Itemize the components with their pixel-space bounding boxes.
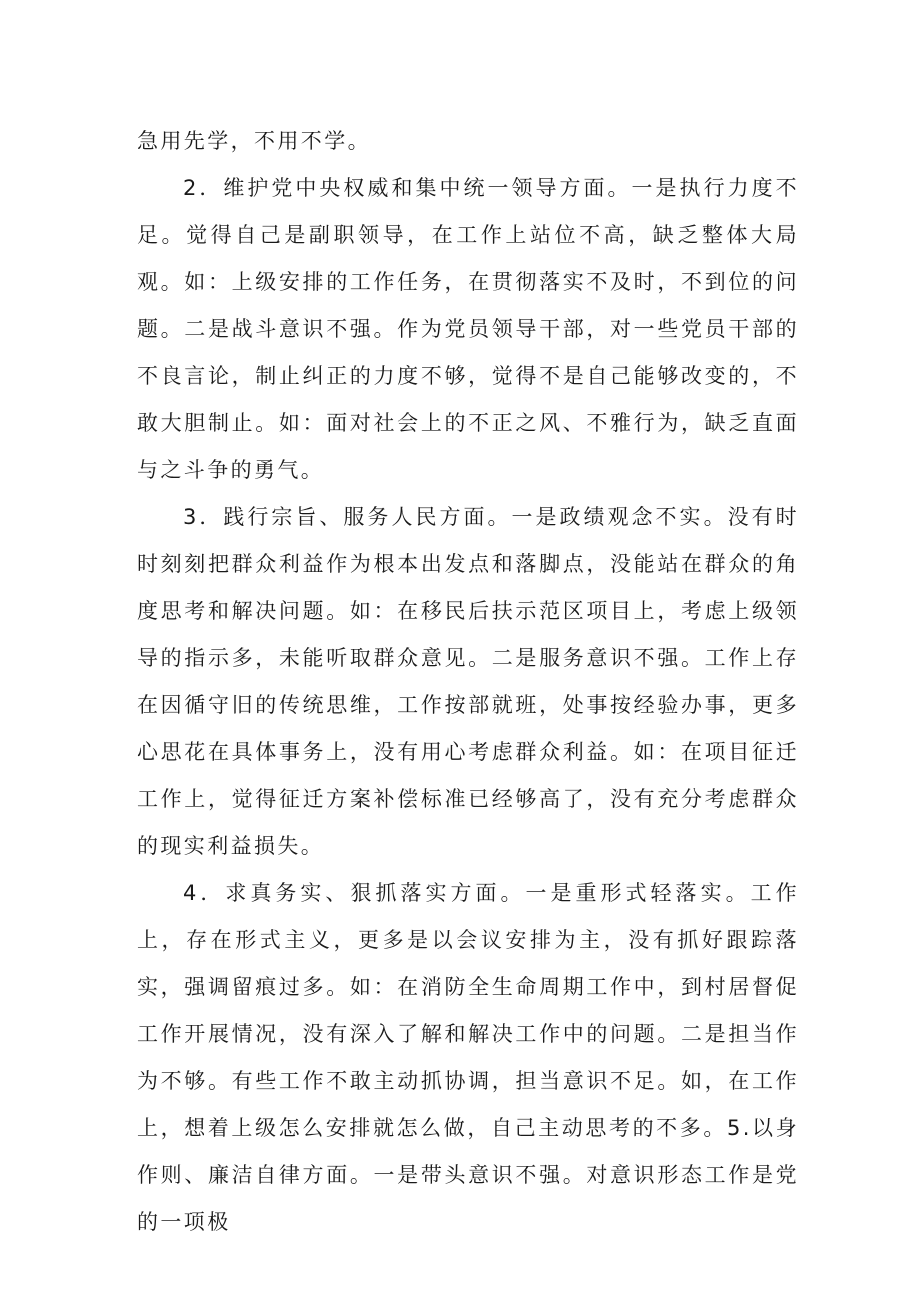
paragraph-item-4: 4．求真务实、狠抓落实方面。一是重形式轻落实。工作上，存在形式主义，更多是以会议安排为主，没有抓好跟踪落实，强调留痕过多。如：在消防全生命周期工作中，到村居督促工作开展情况，没有深入了解和解决工作中的问题。二是担当作为不够。有些工作不敢主动抓协调，担当意识不足。如，在工作上，想着上级怎么安排就怎么做，自己主动思考的不多。5.以身作则、廉洁自律方面。一是带头意识不强。对意识形态工作是党的一项极 (137, 881, 799, 1234)
paragraph-continuation: 急用先学，不用不学。 (137, 129, 371, 153)
paragraph-item-2: 2．维护党中央权威和集中统一领导方面。一是执行力度不足。觉得自己是副职领导，在工作上站位不高，缺乏整体大局观。如：上级安排的工作任务，在贯彻落实不及时，不到位的问题。二是战斗意识不强。作为党员领导干部，对一些党员干部的不良言论，制止纠正的力度不够，觉得不是自己能够改变的，不敢大胆制止。如：面对社会上的不正之风、不雅行为，缺乏直面与之斗争的勇气。 (137, 176, 799, 482)
paragraph-item-3: 3．践行宗旨、服务人民方面。一是政绩观念不实。没有时时刻刻把群众利益作为根本出发点和落脚点，没能站在群众的角度思考和解决问题。如：在移民后扶示范区项目上，考虑上级领导的指示多，未能听取群众意见。二是服务意识不强。工作上存在因循守旧的传统思维，工作按部就班，处事按经验办事，更多心思花在具体事务上，没有用心考虑群众利益。如：在项目征迁工作上，觉得征迁方案补偿标准已经够高了，没有充分考虑群众的现实利益损失。 (137, 505, 799, 858)
document-body (137, 118, 799, 1246)
